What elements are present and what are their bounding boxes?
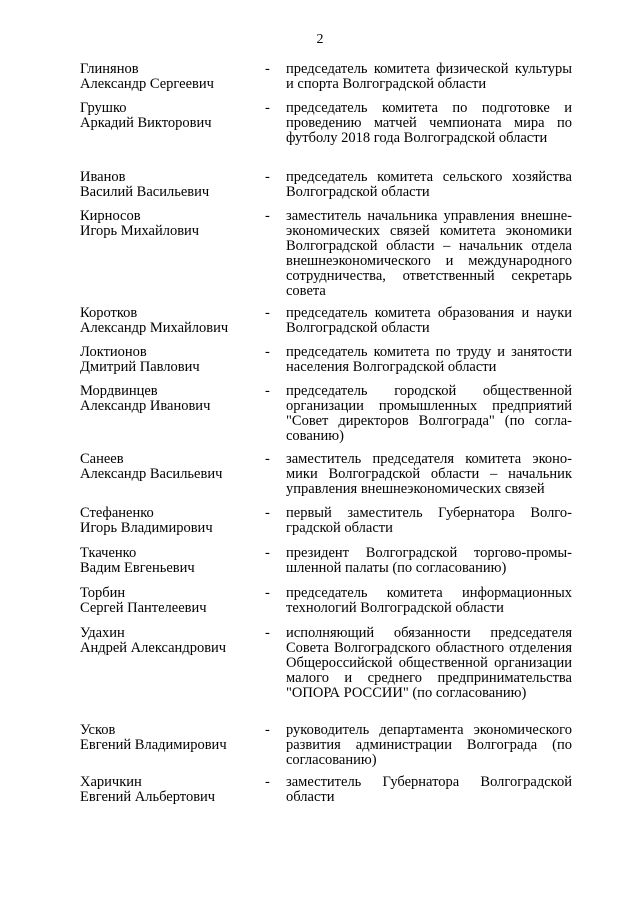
separator-dash: - bbox=[265, 545, 270, 561]
member-name bbox=[80, 345, 260, 375]
member-position: председатель комитета образования и науки Волгоградской области bbox=[286, 305, 572, 336]
member-name bbox=[80, 586, 260, 616]
member-given-names: Евгений Владимирович bbox=[80, 737, 227, 753]
member-name bbox=[80, 452, 260, 482]
member-position: заместитель начальника управления внешнеэкономических связей комитета экономики Волгоградской области – начальник отдела внешнеэкономического и международного сотрудничества, ответственный секретарь совета bbox=[286, 208, 572, 299]
member-surname: Усков bbox=[80, 722, 116, 738]
member-position: председатель комитета по труду и занятости населения Волгоградской области bbox=[286, 344, 572, 375]
member-given-names: Александр Михайлович bbox=[80, 320, 229, 336]
separator-dash: - bbox=[265, 383, 270, 399]
member-surname: Иванов bbox=[80, 169, 126, 185]
member-surname: Коротков bbox=[80, 305, 138, 321]
member-position: исполняющий обязанности председателя Совета Волгоградского областного отделения Общероссийской общественной организации малого и среднего предпринимательства "ОПОРА РОССИИ" (по согласованию) bbox=[286, 625, 572, 701]
member-given-names: Дмитрий Павлович bbox=[80, 359, 200, 375]
page-number: 2 bbox=[316, 32, 324, 47]
member-given-names: Сергей Пантелеевич bbox=[80, 600, 207, 616]
member-given-names: Евгений Альбертович bbox=[80, 789, 216, 805]
member-surname: Глинянов bbox=[80, 61, 139, 77]
member-surname: Удахин bbox=[80, 625, 125, 641]
separator-dash: - bbox=[265, 61, 270, 77]
member-given-names: Игорь Михайлович bbox=[80, 223, 200, 239]
member-name bbox=[80, 626, 260, 656]
member-surname: Стефаненко bbox=[80, 505, 154, 521]
member-surname: Ткаченко bbox=[80, 545, 137, 561]
member-given-names: Александр Сергеевич bbox=[80, 76, 214, 92]
member-position: председатель комитета физической культуры и спорта Волгоградской области bbox=[286, 61, 572, 92]
member-name bbox=[80, 209, 260, 239]
member-name bbox=[80, 101, 260, 131]
member-position: председатель комитета по подготовке и проведению матчей чемпионата мира по футболу 2018 года Волгоградской области bbox=[286, 100, 572, 146]
member-position: первый заместитель Губернатора Волгоградской области bbox=[286, 505, 572, 536]
member-given-names: Василий Васильевич bbox=[80, 184, 210, 200]
member-given-names: Аркадий Викторович bbox=[80, 115, 212, 131]
separator-dash: - bbox=[265, 625, 270, 641]
separator-dash: - bbox=[265, 505, 270, 521]
separator-dash: - bbox=[265, 774, 270, 790]
separator-dash: - bbox=[265, 722, 270, 738]
member-surname: Грушко bbox=[80, 100, 127, 116]
member-position: председатель комитета сельского хозяйства Волгоградской области bbox=[286, 169, 572, 200]
member-position: председатель комитета информационных технологий Волгоградской области bbox=[286, 585, 572, 616]
separator-dash: - bbox=[265, 305, 270, 321]
separator-dash: - bbox=[265, 208, 270, 224]
member-name bbox=[80, 775, 260, 805]
member-surname: Мордвинцев bbox=[80, 383, 158, 399]
separator-dash: - bbox=[265, 585, 270, 601]
member-name bbox=[80, 546, 260, 576]
member-given-names: Александр Васильевич bbox=[80, 466, 223, 482]
member-position: заместитель председателя комитета экономики Волгоградской области – начальник управления внешнеэкономических связей bbox=[286, 451, 572, 497]
separator-dash: - bbox=[265, 451, 270, 467]
member-position: председатель городской общественной организации промышленных предприятий "Совет директоров Волгограда" (по согласованию) bbox=[286, 383, 572, 444]
member-given-names: Вадим Евгеньевич bbox=[80, 560, 195, 576]
member-name bbox=[80, 170, 260, 200]
member-position: президент Волгоградской торгово-промышленной палаты (по согласованию) bbox=[286, 545, 572, 576]
member-surname: Санеев bbox=[80, 451, 124, 467]
member-position: руководитель департамента экономического развития администрации Волгограда (по согласованию) bbox=[286, 722, 572, 768]
member-name bbox=[80, 62, 260, 92]
separator-dash: - bbox=[265, 100, 270, 116]
member-surname: Кирносов bbox=[80, 208, 141, 224]
separator-dash: - bbox=[265, 169, 270, 185]
member-given-names: Александр Иванович bbox=[80, 398, 211, 414]
member-position: заместитель Губернатора Волгоградской области bbox=[286, 774, 572, 805]
member-given-names: Игорь Владимирович bbox=[80, 520, 213, 536]
member-surname: Харичкин bbox=[80, 774, 142, 790]
member-name bbox=[80, 723, 260, 753]
member-name bbox=[80, 506, 260, 536]
member-name bbox=[80, 384, 260, 414]
separator-dash: - bbox=[265, 344, 270, 360]
member-given-names: Андрей Александрович bbox=[80, 640, 227, 656]
member-surname: Торбин bbox=[80, 585, 126, 601]
member-name bbox=[80, 306, 260, 336]
member-surname: Локтионов bbox=[80, 344, 147, 360]
